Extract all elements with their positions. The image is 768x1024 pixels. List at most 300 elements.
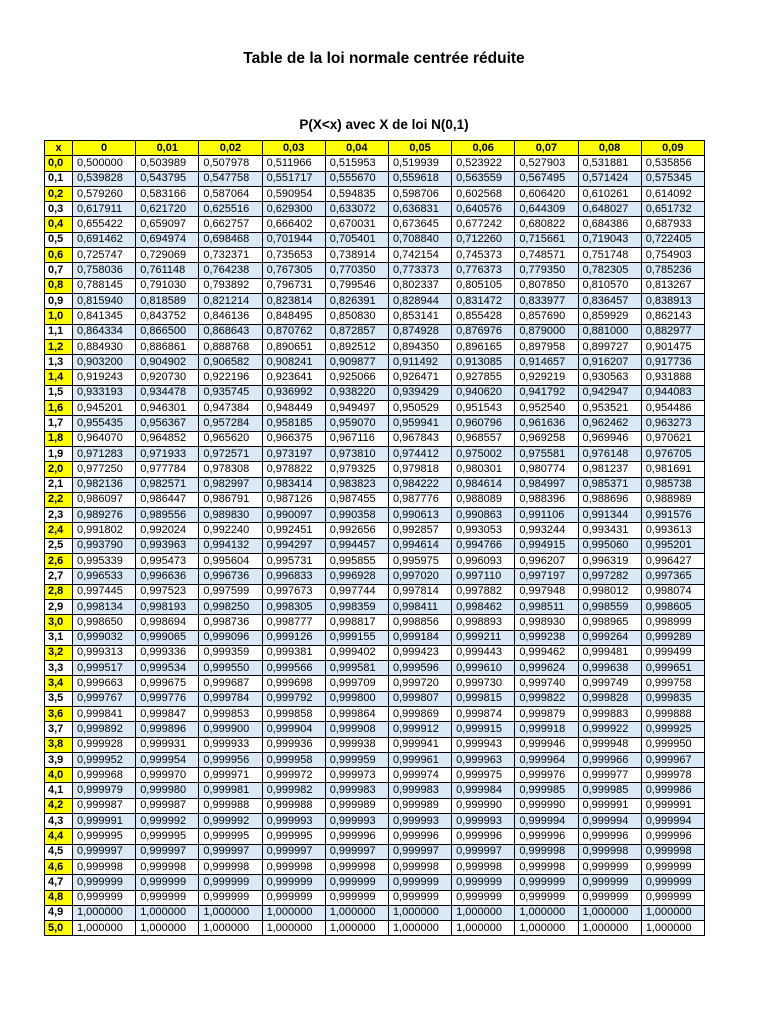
table-cell: 0,997365 bbox=[641, 569, 704, 584]
table-cell: 0,991802 bbox=[73, 523, 136, 538]
table-cell: 1,000000 bbox=[515, 905, 578, 920]
table-cell: 0,976705 bbox=[641, 446, 704, 461]
table-cell: 0,862143 bbox=[641, 309, 704, 324]
table-cell: 0,999998 bbox=[452, 859, 515, 874]
table-cell: 0,990358 bbox=[325, 508, 388, 523]
table-cell: 0,999402 bbox=[325, 645, 388, 660]
table-cell: 0,994457 bbox=[325, 538, 388, 553]
table-cell: 0,999211 bbox=[452, 630, 515, 645]
table-row bbox=[45, 477, 705, 492]
row-label: 0,7 bbox=[45, 263, 73, 278]
table-cell: 0,998462 bbox=[452, 599, 515, 614]
table-cell: 0,694974 bbox=[136, 232, 199, 247]
table-cell: 0,997523 bbox=[136, 584, 199, 599]
table-cell: 0,999908 bbox=[325, 722, 388, 737]
table-cell: 0,999999 bbox=[136, 890, 199, 905]
table-cell: 0,748571 bbox=[515, 248, 578, 263]
table-cell: 0,999994 bbox=[578, 814, 641, 829]
table-cell: 0,770350 bbox=[325, 263, 388, 278]
table-cell: 0,897958 bbox=[515, 339, 578, 354]
table-cell: 0,904902 bbox=[136, 355, 199, 370]
table-cell: 0,999815 bbox=[452, 691, 515, 706]
table-cell: 0,999990 bbox=[515, 798, 578, 813]
table-cell: 0,999904 bbox=[262, 722, 325, 737]
table-cell: 0,999999 bbox=[641, 859, 704, 874]
table-cell: 0,993244 bbox=[515, 523, 578, 538]
table-cell: 0,999997 bbox=[388, 844, 451, 859]
table-row bbox=[45, 309, 705, 324]
table-cell: 0,511966 bbox=[262, 156, 325, 171]
table-cell: 0,946301 bbox=[136, 401, 199, 416]
table-cell: 0,818589 bbox=[136, 293, 199, 308]
table-cell: 0,999967 bbox=[641, 752, 704, 767]
table-row bbox=[45, 905, 705, 920]
table-cell: 0,853141 bbox=[388, 309, 451, 324]
table-row bbox=[45, 508, 705, 523]
table-cell: 0,986791 bbox=[199, 492, 262, 507]
table-cell: 0,999991 bbox=[641, 798, 704, 813]
table-cell: 0,911492 bbox=[388, 355, 451, 370]
table-cell: 0,906582 bbox=[199, 355, 262, 370]
table-cell: 1,000000 bbox=[262, 921, 325, 936]
table-cell: 0,754903 bbox=[641, 248, 704, 263]
table-cell: 0,999749 bbox=[578, 676, 641, 691]
table-cell: 0,999758 bbox=[641, 676, 704, 691]
table-cell: 0,999998 bbox=[199, 859, 262, 874]
table-cell: 0,999610 bbox=[452, 661, 515, 676]
table-cell: 0,999096 bbox=[199, 630, 262, 645]
table-cell: 0,999892 bbox=[73, 722, 136, 737]
table-cell: 0,815940 bbox=[73, 293, 136, 308]
table-cell: 0,563559 bbox=[452, 171, 515, 186]
column-header: 0,05 bbox=[388, 141, 451, 156]
table-cell: 0,999984 bbox=[452, 783, 515, 798]
table-cell: 1,000000 bbox=[73, 921, 136, 936]
table-cell: 0,999973 bbox=[325, 768, 388, 783]
table-cell: 0,999999 bbox=[325, 875, 388, 890]
table-cell: 0,982997 bbox=[199, 477, 262, 492]
column-header: 0,02 bbox=[199, 141, 262, 156]
table-cell: 0,993790 bbox=[73, 538, 136, 553]
table-cell: 0,931888 bbox=[641, 370, 704, 385]
table-cell: 0,691462 bbox=[73, 232, 136, 247]
row-label: 2,1 bbox=[45, 477, 73, 492]
table-cell: 0,999740 bbox=[515, 676, 578, 691]
row-label: 2,7 bbox=[45, 569, 73, 584]
table-cell: 0,999996 bbox=[388, 829, 451, 844]
table-row bbox=[45, 875, 705, 890]
table-cell: 1,000000 bbox=[515, 921, 578, 936]
table-cell: 0,948449 bbox=[262, 401, 325, 416]
table-cell: 0,999155 bbox=[325, 630, 388, 645]
table-row bbox=[45, 401, 705, 416]
table-cell: 0,999990 bbox=[452, 798, 515, 813]
table-cell: 0,981691 bbox=[641, 462, 704, 477]
table-cell: 0,999999 bbox=[73, 875, 136, 890]
table-cell: 0,791030 bbox=[136, 278, 199, 293]
table-cell: 1,000000 bbox=[388, 905, 451, 920]
table-cell: 0,831472 bbox=[452, 293, 515, 308]
table-cell: 0,999928 bbox=[73, 737, 136, 752]
table-subtitle: P(X<x) avec X de loi N(0,1) bbox=[299, 117, 469, 132]
table-cell: 0,980774 bbox=[515, 462, 578, 477]
table-cell: 0,999828 bbox=[578, 691, 641, 706]
table-cell: 0,805105 bbox=[452, 278, 515, 293]
table-cell: 0,938220 bbox=[325, 385, 388, 400]
table-cell: 1,000000 bbox=[578, 921, 641, 936]
table-cell: 0,999999 bbox=[578, 890, 641, 905]
row-label: 2,3 bbox=[45, 508, 73, 523]
table-cell: 0,859929 bbox=[578, 309, 641, 324]
table-cell: 0,913085 bbox=[452, 355, 515, 370]
table-cell: 0,998193 bbox=[136, 599, 199, 614]
table-cell: 0,999264 bbox=[578, 630, 641, 645]
row-label: 1,3 bbox=[45, 355, 73, 370]
table-cell: 0,999963 bbox=[452, 752, 515, 767]
column-header: 0 bbox=[73, 141, 136, 156]
table-cell: 0,594835 bbox=[325, 186, 388, 201]
table-cell: 0,992656 bbox=[325, 523, 388, 538]
table-cell: 0,999336 bbox=[136, 645, 199, 660]
table-row bbox=[45, 814, 705, 829]
table-cell: 0,934478 bbox=[136, 385, 199, 400]
row-label: 2,8 bbox=[45, 584, 73, 599]
table-cell: 0,959070 bbox=[325, 416, 388, 431]
table-cell: 0,951543 bbox=[452, 401, 515, 416]
table-cell: 0,999999 bbox=[452, 890, 515, 905]
table-cell: 0,926471 bbox=[388, 370, 451, 385]
table-cell: 0,999964 bbox=[515, 752, 578, 767]
row-label: 1,9 bbox=[45, 446, 73, 461]
table-cell: 1,000000 bbox=[388, 921, 451, 936]
column-header: 0,04 bbox=[325, 141, 388, 156]
table-cell: 0,640576 bbox=[452, 202, 515, 217]
table-row bbox=[45, 462, 705, 477]
table-cell: 0,930563 bbox=[578, 370, 641, 385]
table-cell: 0,997599 bbox=[199, 584, 262, 599]
table-cell: 0,999581 bbox=[325, 661, 388, 676]
table-row bbox=[45, 446, 705, 461]
table-cell: 0,999443 bbox=[452, 645, 515, 660]
table-cell: 0,773373 bbox=[388, 263, 451, 278]
table-cell: 0,968557 bbox=[452, 431, 515, 446]
table-cell: 0,745373 bbox=[452, 248, 515, 263]
table-cell: 0,999996 bbox=[325, 829, 388, 844]
table-row bbox=[45, 278, 705, 293]
table-cell: 0,659097 bbox=[136, 217, 199, 232]
table-row bbox=[45, 706, 705, 721]
table-cell: 0,999996 bbox=[452, 829, 515, 844]
table-cell: 0,927855 bbox=[452, 370, 515, 385]
table-cell: 0,993613 bbox=[641, 523, 704, 538]
table-cell: 0,982136 bbox=[73, 477, 136, 492]
page-title: Table de la loi normale centrée réduite bbox=[243, 50, 525, 67]
table-cell: 0,598706 bbox=[388, 186, 451, 201]
table-cell: 0,947384 bbox=[199, 401, 262, 416]
table-cell: 0,998359 bbox=[325, 599, 388, 614]
table-cell: 0,999999 bbox=[136, 875, 199, 890]
row-label: 5,0 bbox=[45, 921, 73, 936]
table-cell: 0,680822 bbox=[515, 217, 578, 232]
table-cell: 0,999977 bbox=[578, 768, 641, 783]
table-cell: 1,000000 bbox=[452, 921, 515, 936]
table-cell: 0,559618 bbox=[388, 171, 451, 186]
table-row bbox=[45, 171, 705, 186]
table-cell: 0,662757 bbox=[199, 217, 262, 232]
table-cell: 0,503989 bbox=[136, 156, 199, 171]
table-cell: 0,892512 bbox=[325, 339, 388, 354]
table-cell: 0,995855 bbox=[325, 554, 388, 569]
table-cell: 0,903200 bbox=[73, 355, 136, 370]
table-cell: 0,575345 bbox=[641, 171, 704, 186]
table-cell: 0,999184 bbox=[388, 630, 451, 645]
table-cell: 0,999999 bbox=[325, 890, 388, 905]
table-row bbox=[45, 829, 705, 844]
table-cell: 0,715661 bbox=[515, 232, 578, 247]
table-cell: 0,999999 bbox=[388, 890, 451, 905]
table-cell: 0,999970 bbox=[136, 768, 199, 783]
table-cell: 0,846136 bbox=[199, 309, 262, 324]
table-cell: 0,999983 bbox=[388, 783, 451, 798]
table-cell: 0,896165 bbox=[452, 339, 515, 354]
table-cell: 0,999985 bbox=[515, 783, 578, 798]
table-row bbox=[45, 921, 705, 936]
row-label: 2,2 bbox=[45, 492, 73, 507]
table-cell: 0,999996 bbox=[515, 829, 578, 844]
table-cell: 0,999968 bbox=[73, 768, 136, 783]
table-cell: 0,996533 bbox=[73, 569, 136, 584]
table-cell: 0,857690 bbox=[515, 309, 578, 324]
table-row bbox=[45, 599, 705, 614]
table-cell: 0,738914 bbox=[325, 248, 388, 263]
row-label: 4,1 bbox=[45, 783, 73, 798]
table-cell: 0,922196 bbox=[199, 370, 262, 385]
table-cell: 0,999993 bbox=[452, 814, 515, 829]
table-cell: 0,881000 bbox=[578, 324, 641, 339]
table-row bbox=[45, 615, 705, 630]
table-cell: 0,712260 bbox=[452, 232, 515, 247]
table-cell: 0,989276 bbox=[73, 508, 136, 523]
table-cell: 0,551717 bbox=[262, 171, 325, 186]
row-label: 1,1 bbox=[45, 324, 73, 339]
table-cell: 0,998250 bbox=[199, 599, 262, 614]
table-cell: 0,999998 bbox=[136, 859, 199, 874]
table-cell: 0,507978 bbox=[199, 156, 262, 171]
table-cell: 0,967116 bbox=[325, 431, 388, 446]
table-cell: 1,000000 bbox=[262, 905, 325, 920]
table-cell: 0,782305 bbox=[578, 263, 641, 278]
table-cell: 0,983823 bbox=[325, 477, 388, 492]
table-cell: 1,000000 bbox=[199, 905, 262, 920]
row-label: 0,4 bbox=[45, 217, 73, 232]
table-cell: 0,999289 bbox=[641, 630, 704, 645]
table-cell: 0,843752 bbox=[136, 309, 199, 324]
table-cell: 0,999638 bbox=[578, 661, 641, 676]
table-cell: 0,991106 bbox=[515, 508, 578, 523]
table-cell: 0,996928 bbox=[325, 569, 388, 584]
table-cell: 0,975581 bbox=[515, 446, 578, 461]
table-cell: 0,999982 bbox=[262, 783, 325, 798]
column-header: 0,07 bbox=[515, 141, 578, 156]
table-cell: 0,764238 bbox=[199, 263, 262, 278]
table-cell: 0,999998 bbox=[73, 859, 136, 874]
table-row bbox=[45, 584, 705, 599]
table-cell: 0,894350 bbox=[388, 339, 451, 354]
table-cell: 0,999975 bbox=[452, 768, 515, 783]
table-cell: 0,828944 bbox=[388, 293, 451, 308]
table-cell: 0,999954 bbox=[136, 752, 199, 767]
column-header: 0,01 bbox=[136, 141, 199, 156]
table-cell: 0,583166 bbox=[136, 186, 199, 201]
table-cell: 0,999767 bbox=[73, 691, 136, 706]
table-cell: 0,999896 bbox=[136, 722, 199, 737]
table-cell: 0,984614 bbox=[452, 477, 515, 492]
table-cell: 0,547758 bbox=[199, 171, 262, 186]
table-cell: 0,993053 bbox=[452, 523, 515, 538]
table-row bbox=[45, 217, 705, 232]
table-row bbox=[45, 569, 705, 584]
table-cell: 0,999596 bbox=[388, 661, 451, 676]
table-cell: 0,998694 bbox=[136, 615, 199, 630]
table-cell: 0,999841 bbox=[73, 706, 136, 721]
table-cell: 0,996207 bbox=[515, 554, 578, 569]
table-cell: 0,978308 bbox=[199, 462, 262, 477]
table-cell: 1,000000 bbox=[325, 921, 388, 936]
table-row bbox=[45, 248, 705, 263]
table-cell: 0,838913 bbox=[641, 293, 704, 308]
table-cell: 0,758036 bbox=[73, 263, 136, 278]
table-cell: 0,962462 bbox=[578, 416, 641, 431]
table-cell: 0,701944 bbox=[262, 232, 325, 247]
table-cell: 0,636831 bbox=[388, 202, 451, 217]
table-cell: 0,940620 bbox=[452, 385, 515, 400]
table-cell: 0,960796 bbox=[452, 416, 515, 431]
table-cell: 0,987455 bbox=[325, 492, 388, 507]
table-cell: 0,535856 bbox=[641, 156, 704, 171]
table-row bbox=[45, 186, 705, 201]
row-label: 0,1 bbox=[45, 171, 73, 186]
table-cell: 0,888768 bbox=[199, 339, 262, 354]
table-cell: 0,992240 bbox=[199, 523, 262, 538]
table-cell: 0,543795 bbox=[136, 171, 199, 186]
table-cell: 0,633072 bbox=[325, 202, 388, 217]
table-cell: 0,999994 bbox=[515, 814, 578, 829]
table-cell: 0,874928 bbox=[388, 324, 451, 339]
table-cell: 0,999941 bbox=[388, 737, 451, 752]
table-cell: 0,971933 bbox=[136, 446, 199, 461]
table-cell: 0,998965 bbox=[578, 615, 641, 630]
table-cell: 0,965620 bbox=[199, 431, 262, 446]
table-cell: 0,677242 bbox=[452, 217, 515, 232]
table-cell: 0,941792 bbox=[515, 385, 578, 400]
table-cell: 0,997673 bbox=[262, 584, 325, 599]
table-cell: 0,614092 bbox=[641, 186, 704, 201]
row-label: 2,6 bbox=[45, 554, 73, 569]
row-label: 0,3 bbox=[45, 202, 73, 217]
table-row bbox=[45, 783, 705, 798]
table-cell: 0,996636 bbox=[136, 569, 199, 584]
row-label: 1,0 bbox=[45, 309, 73, 324]
table-cell: 0,999998 bbox=[578, 844, 641, 859]
table-cell: 0,999952 bbox=[73, 752, 136, 767]
table-cell: 0,776373 bbox=[452, 263, 515, 278]
table-cell: 0,925066 bbox=[325, 370, 388, 385]
table-cell: 0,999996 bbox=[578, 829, 641, 844]
table-cell: 0,826391 bbox=[325, 293, 388, 308]
table-cell: 0,999651 bbox=[641, 661, 704, 676]
table-cell: 0,999996 bbox=[641, 829, 704, 844]
table-cell: 0,973197 bbox=[262, 446, 325, 461]
table-cell: 0,997110 bbox=[452, 569, 515, 584]
table-cell: 0,999993 bbox=[262, 814, 325, 829]
table-cell: 1,000000 bbox=[578, 905, 641, 920]
table-cell: 0,991344 bbox=[578, 508, 641, 523]
table-cell: 0,957284 bbox=[199, 416, 262, 431]
row-label: 0,0 bbox=[45, 156, 73, 171]
table-cell: 0,950529 bbox=[388, 401, 451, 416]
table-cell: 0,999999 bbox=[388, 875, 451, 890]
table-cell: 0,997445 bbox=[73, 584, 136, 599]
table-cell: 0,999986 bbox=[641, 783, 704, 798]
table-cell: 0,836457 bbox=[578, 293, 641, 308]
row-label: 0,2 bbox=[45, 186, 73, 201]
table-row bbox=[45, 538, 705, 553]
table-cell: 0,810570 bbox=[578, 278, 641, 293]
table-cell: 0,999999 bbox=[515, 890, 578, 905]
table-cell: 0,987776 bbox=[388, 492, 451, 507]
table-cell: 0,995339 bbox=[73, 554, 136, 569]
table-cell: 0,999792 bbox=[262, 691, 325, 706]
row-label: 1,5 bbox=[45, 385, 73, 400]
table-row bbox=[45, 370, 705, 385]
table-cell: 0,995731 bbox=[262, 554, 325, 569]
table-cell: 0,920730 bbox=[136, 370, 199, 385]
table-cell: 0,933193 bbox=[73, 385, 136, 400]
table-cell: 0,999946 bbox=[515, 737, 578, 752]
table-cell: 0,625516 bbox=[199, 202, 262, 217]
table-row bbox=[45, 630, 705, 645]
table-cell: 0,992857 bbox=[388, 523, 451, 538]
table-cell: 0,999997 bbox=[262, 844, 325, 859]
table-cell: 0,590954 bbox=[262, 186, 325, 201]
table-cell: 0,994132 bbox=[199, 538, 262, 553]
table-cell: 0,985738 bbox=[641, 477, 704, 492]
table-row bbox=[45, 645, 705, 660]
table-cell: 0,788145 bbox=[73, 278, 136, 293]
column-header: 0,09 bbox=[641, 141, 704, 156]
table-row bbox=[45, 737, 705, 752]
table-cell: 0,999238 bbox=[515, 630, 578, 645]
table-cell: 0,629300 bbox=[262, 202, 325, 217]
table-cell: 0,916207 bbox=[578, 355, 641, 370]
table-cell: 0,917736 bbox=[641, 355, 704, 370]
table-cell: 0,978822 bbox=[262, 462, 325, 477]
table-cell: 0,855428 bbox=[452, 309, 515, 324]
table-cell: 0,999933 bbox=[199, 737, 262, 752]
table-cell: 0,567495 bbox=[515, 171, 578, 186]
table-cell: 0,999995 bbox=[73, 829, 136, 844]
table-cell: 0,617911 bbox=[73, 202, 136, 217]
table-cell: 0,999974 bbox=[388, 768, 451, 783]
table-cell: 0,998736 bbox=[199, 615, 262, 630]
table-cell: 0,993431 bbox=[578, 523, 641, 538]
table-cell: 0,655422 bbox=[73, 217, 136, 232]
table-cell: 0,802337 bbox=[388, 278, 451, 293]
table-cell: 0,673645 bbox=[388, 217, 451, 232]
row-label: 3,2 bbox=[45, 645, 73, 660]
table-cell: 0,999858 bbox=[262, 706, 325, 721]
table-cell: 0,876976 bbox=[452, 324, 515, 339]
